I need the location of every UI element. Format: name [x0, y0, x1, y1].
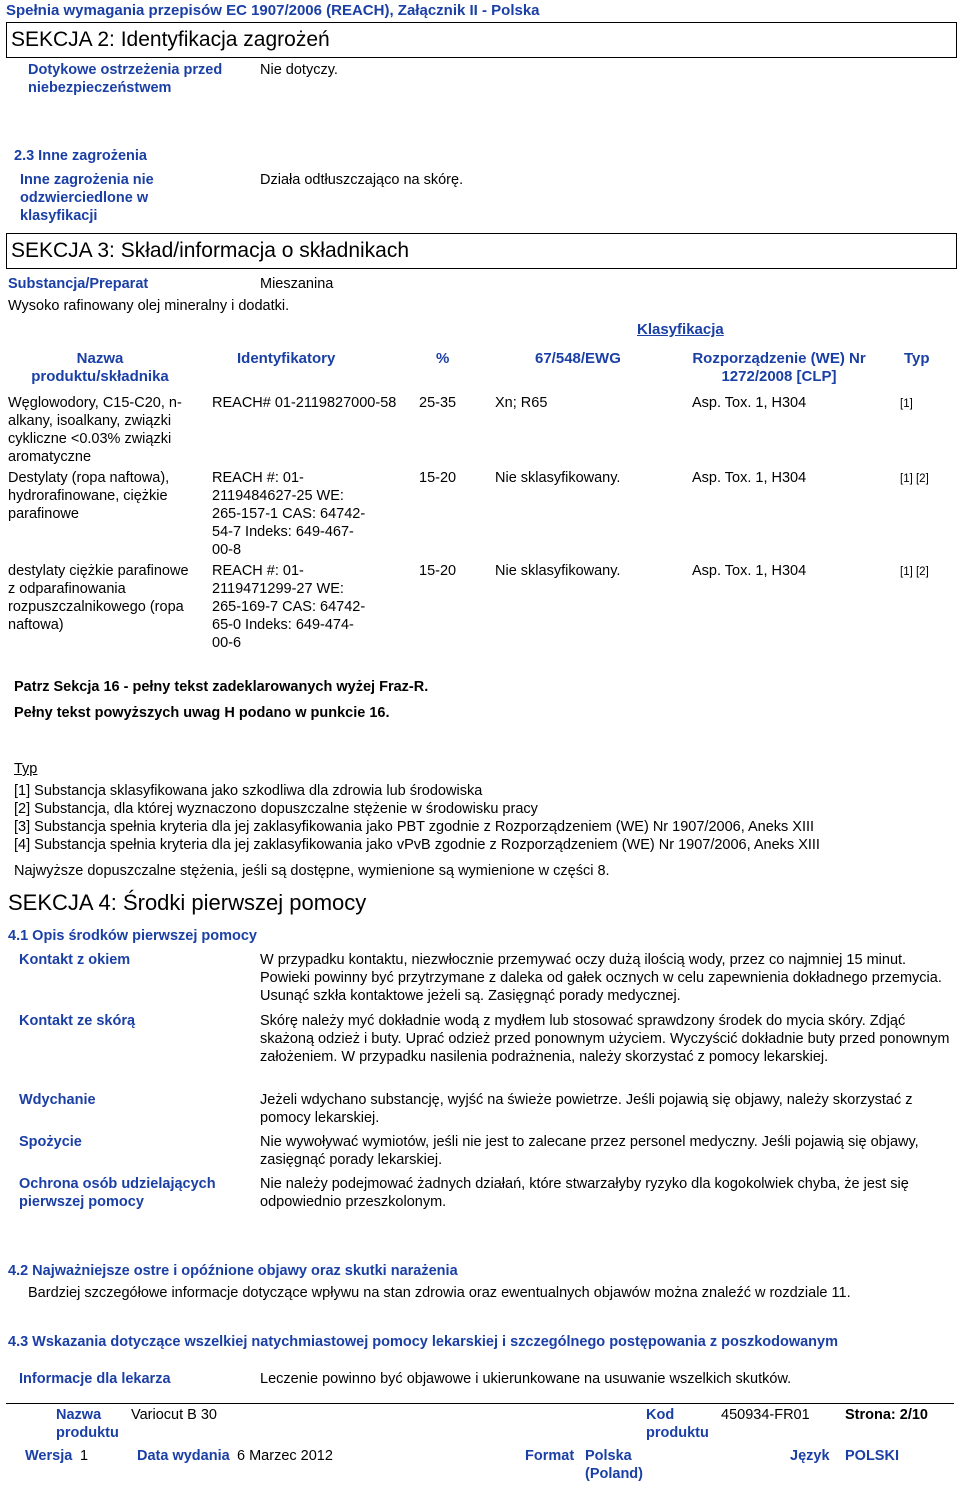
footer-name-value: Variocut B 30: [131, 1407, 217, 1423]
table-row-3-percent: 15-20: [419, 563, 457, 579]
section-2-header: [6, 22, 957, 58]
regulation-header: Spełnia wymagania przepisów EC 1907/2006 (REACH), Załącznik II - Polska: [6, 2, 540, 19]
table-row-1-percent: 25-35: [419, 395, 457, 411]
footer-version-label: Wersja: [25, 1448, 73, 1464]
r-phrases-note: Patrz Sekcja 16 - pełny tekst zadeklarowanych wyżej Fraz-R.: [14, 679, 429, 695]
substance-label: Substancja/Preparat: [8, 276, 149, 292]
table-row-2-percent: 15-20: [419, 470, 457, 486]
inhalation-text: Jeżeli wdychano substancję, wyjść na świeże powietrze. Jeśli pojawią się objawy, należy skorzystać z pomocy lekarskiej.: [260, 1092, 913, 1126]
section-2-title: SEKCJA 2: Identyfikacja zagrożeń: [11, 28, 330, 51]
table-row-3-type: [1] [2]: [900, 566, 929, 578]
footer-language-value: POLSKI: [845, 1448, 899, 1464]
table-row-1-ewg: Xn; R65: [495, 395, 548, 411]
type-note-3: [3] Substancja spełnia kryteria dla jej zaklasyfikowania jako PBT zgodnie z Rozporządzeniem (WE) Nr 1907/2006, Aneks XIII: [14, 819, 815, 835]
table-row-3-identifiers: REACH #: 01-2119471299-27 WE: 265-169-7 CAS: 64742-65-0 Indeks: 649-474-00-6: [212, 563, 366, 651]
table-row-2-identifiers: REACH #: 01-2119484627-25 WE: 265-157-1 CAS: 64742-54-7 Indeks: 649-467-00-8: [212, 470, 366, 558]
skin-contact-text: Skórę należy myć dokładnie wodą z mydłem lub stosować sprawdzony środek do mycia skóry. Zdjąć skażoną odzież i buty. Uprać odzież przed ponownym użyciem. Wyczyścić dokładnie buty przed ponownym założeniem. W przypadku nasilenia podrażnenia, należy skorzystać z pomocy lekarskiej.: [260, 1013, 950, 1065]
table-row-1-identifiers: REACH# 01-2119827000-58: [212, 395, 397, 411]
subsection-4-2-text: Bardziej szczegółowe informacje dotyczące wpływu na stan zdrowia oraz ewentualnych objawów można znaleźć w rozdziale 11.: [28, 1285, 851, 1301]
subsection-4-3: 4.3 Wskazania dotyczące wszelkiej natychmiastowej pomocy lekarskiej i szczególnego postępowania z poszkodowanym: [8, 1334, 838, 1350]
inhalation-label: Wdychanie: [19, 1092, 96, 1108]
type-note-1: [1] Substancja sklasyfikowana jako szkodliwa dla zdrowia lub środowiska: [14, 783, 483, 799]
table-row-2-clp: Asp. Tox. 1, H304: [692, 470, 807, 486]
footer-page: Strona: 2/10: [845, 1407, 928, 1423]
col-percent: %: [436, 350, 450, 367]
eye-contact-text: W przypadku kontaktu, niezwłocznie przemywać oczy dużą ilością wody, przez co najmniej 15 minut. Powieki powinny być przytrzymane z daleka od gałek ocznych w celu zapewnienia dokładnego przemycia. Usunąć szkła kontaktowe jeżeli są. Zasięgnąć porady medycznej.: [260, 952, 942, 1004]
type-note-2: [2] Substancja, dla której wyznaczono dopuszczalne stężenie w środowisku pracy: [14, 801, 538, 817]
type-heading: Typ: [14, 761, 38, 777]
footer-language-label: Język: [790, 1448, 830, 1464]
other-hazards-value: Działa odtłuszczająco na skórę.: [260, 172, 464, 188]
first-aider-text: Nie należy podejmować żadnych działań, które stwarzałyby ryzyko dla kogokolwiek chyba, że jest się odpowiednio przeszkolonym.: [260, 1176, 909, 1210]
section-3-header: [6, 233, 957, 269]
section-3-title: SEKCJA 3: Skład/informacja o składnikach: [11, 239, 410, 262]
precaution-value: Nie dotyczy.: [260, 62, 338, 78]
col-ewg: 67/548/EWG: [535, 350, 621, 367]
doctor-info-text: Leczenie powinno być objawowe i ukierunkowane na usuwanie wszelkich skutków.: [260, 1371, 792, 1387]
footer-format-value: Polska (Poland): [585, 1448, 643, 1482]
table-row-3-name: destylaty ciężkie parafinowe z odparafinowania rozpuszczalnikowego (ropa naftowa): [8, 563, 189, 633]
table-row-1-clp: Asp. Tox. 1, H304: [692, 395, 807, 411]
ingestion-text: Nie wywoływać wymiotów, jeśli nie jest to zalecane przez personel medyczny. Jeśli pojawią się objawy, zasięgnąć porady lekarskiej.: [260, 1134, 919, 1168]
table-row-2-name: Destylaty (ropa naftowa), hydrorafinowane, ciężkie parafinowe: [8, 470, 170, 522]
table-row-3-clp: Asp. Tox. 1, H304: [692, 563, 807, 579]
table-row-3-ewg: Nie sklasyfikowany.: [495, 563, 621, 579]
col-name: Nazwa produktu/składnika: [31, 350, 169, 385]
footer-date-label: Data wydania: [137, 1448, 230, 1464]
classification-heading: Klasyfikacja: [637, 321, 724, 338]
table-row-1-name: Węglowodory, C15-C20, n-alkany, isoalkany, związki cykliczne <0.03% związki aromatyczne: [8, 395, 182, 465]
subsection-4-1: 4.1 Opis środków pierwszej pomocy: [8, 928, 257, 944]
first-aider-label: Ochrona osób udzielających pierwszej pomocy: [19, 1176, 216, 1210]
subsection-2-3: 2.3 Inne zagrożenia: [14, 148, 147, 164]
skin-contact-label: Kontakt ze skórą: [19, 1013, 136, 1029]
subsection-4-2: 4.2 Najważniejsze ostre i opóźnione objawy oraz skutki narażenia: [8, 1263, 458, 1279]
col-identifiers: Identyfikatory: [237, 350, 336, 367]
footer-code-label: Kod produktu: [646, 1407, 709, 1441]
footer-date-value: 6 Marzec 2012: [237, 1448, 333, 1464]
footer-name-label: Nazwa produktu: [56, 1407, 119, 1441]
type-note-4: [4] Substancja spełnia kryteria dla jej zaklasyfikowania jako vPvB zgodnie z Rozporządzeniem (WE) Nr 1907/2006, Aneks XIII: [14, 837, 820, 853]
table-row-1-type: [1]: [900, 398, 913, 410]
precaution-label: Dotykowe ostrzeżenia przed niebezpieczeństwem: [28, 62, 223, 96]
section-4-title: SEKCJA 4: Środki pierwszej pomocy: [8, 890, 367, 915]
footer-format-label: Format: [525, 1448, 575, 1464]
doctor-info-label: Informacje dla lekarza: [19, 1371, 171, 1387]
type-notes: [14, 782, 954, 854]
eye-contact-label: Kontakt z okiem: [19, 952, 131, 968]
h-statements-note: Pełny tekst powyższych uwag H podano w punkcie 16.: [14, 705, 390, 721]
col-type: Typ: [904, 350, 930, 367]
footer-code-value: 450934-FR01: [721, 1407, 810, 1423]
substance-value: Mieszanina: [260, 276, 334, 292]
table-row-2-ewg: Nie sklasyfikowany.: [495, 470, 621, 486]
footer-divider: [6, 1403, 954, 1404]
table-row-2-type: [1] [2]: [900, 473, 929, 485]
other-hazards-label: Inne zagrożenia nie odzwierciedlone w klasyfikacji: [20, 172, 154, 224]
col-clp: Rozporządzenie (WE) Nr 1272/2008 [CLP]: [692, 350, 866, 385]
product-description: Wysoko rafinowany olej mineralny i dodatki.: [8, 298, 290, 314]
ingestion-label: Spożycie: [19, 1134, 82, 1150]
footer-version-value: 1: [80, 1448, 89, 1464]
exposure-note: Najwyższe dopuszczalne stężenia, jeśli są dostępne, wymienione są wymienione w części 8.: [14, 863, 610, 879]
